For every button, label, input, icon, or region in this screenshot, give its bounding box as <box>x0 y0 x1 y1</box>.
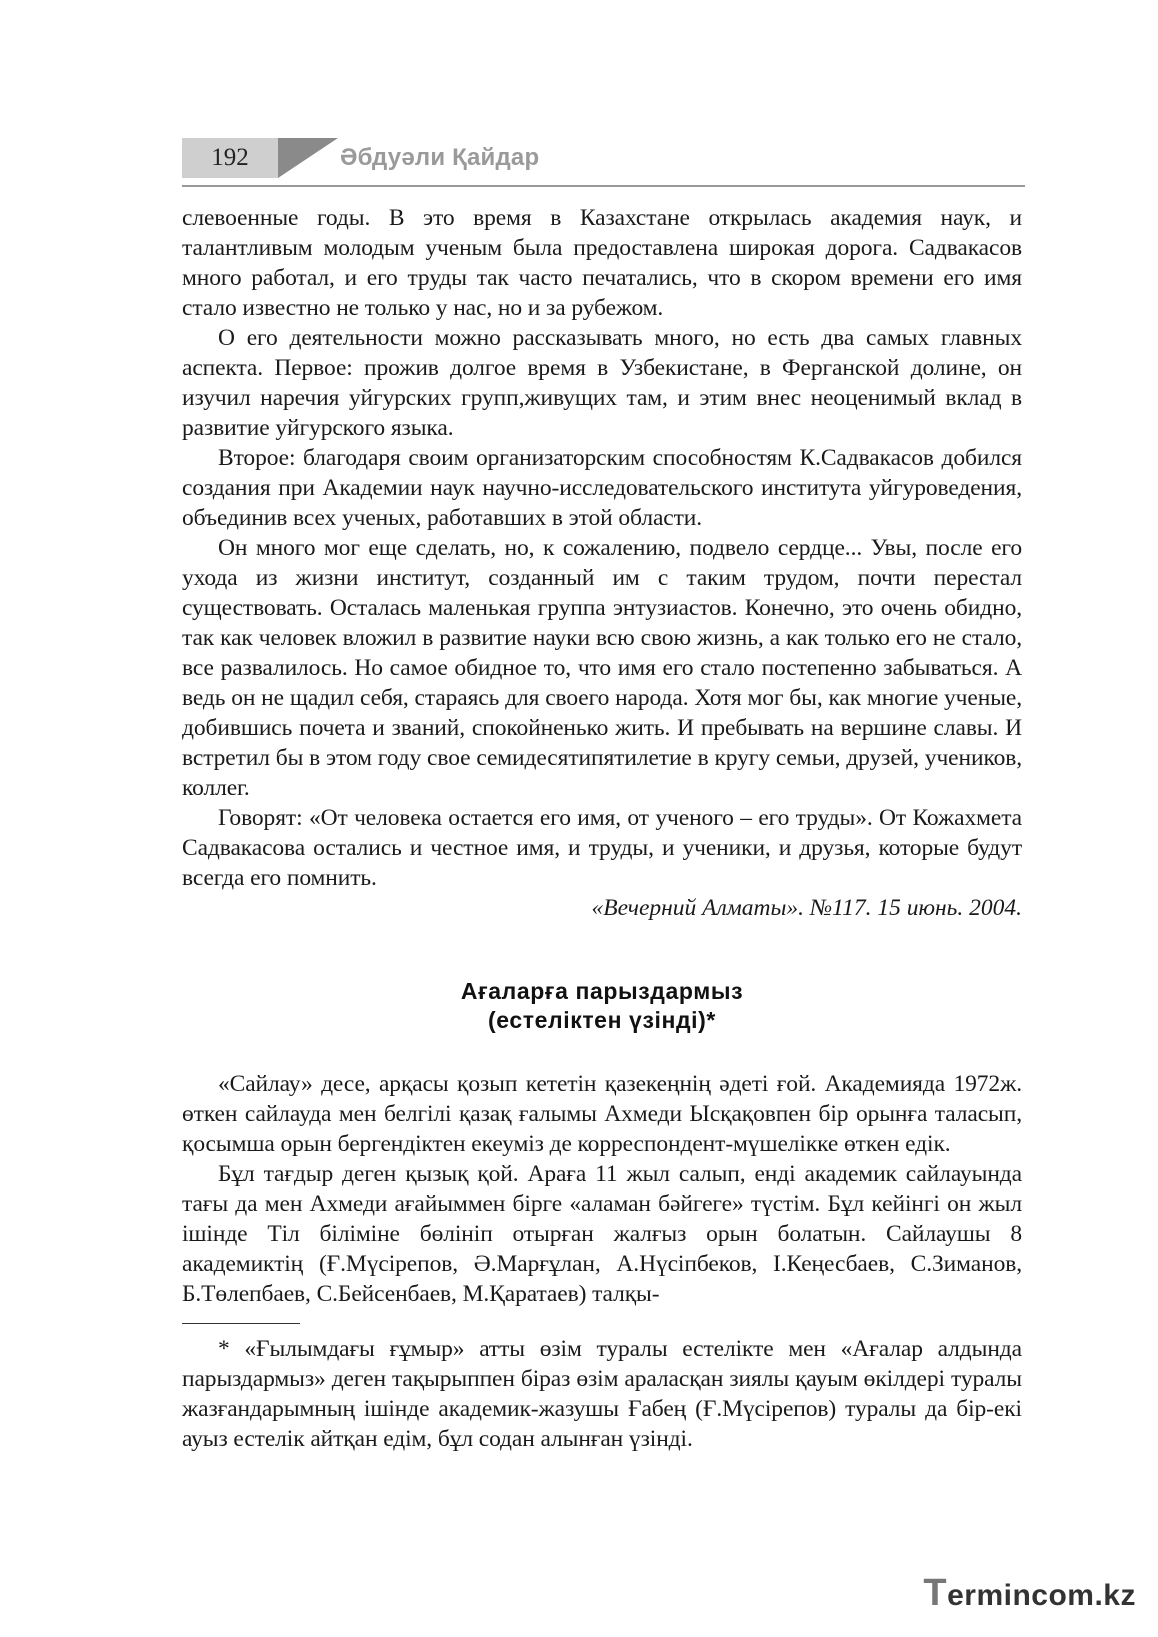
running-header <box>182 138 1025 188</box>
header-author: Әбдуәли Қайдар <box>340 144 540 171</box>
header-rule <box>182 185 1025 187</box>
article1-paragraph-5: Говорят: «От человека остается его имя, от ученого – его труды». От Кожахмета Садвакасова остались и честное имя, и труды, и ученики, и друзья, которые будут всегда его помнить. <box>182 805 1022 891</box>
watermark-o: o <box>1048 1579 1068 1612</box>
article2-paragraph-2: Бұл тағдыр деген қызық қой. Араға 11 жыл салып, енді академик сайлауында тағы да мен Ахмеди ағайыммен бірге «аламан бәйгеге» түстім. Бұл кейінгі он жыл ішінде Тіл біліміне бөлініп отырған жалғыз орын болатын. Сайлаушы 8 академиктің (Ғ.Мүсірепов, Ә.Марғұлан, А.Нүсіпбеков, І.Кеңесбаев, С.Зиманов, Б.Төлепбаев, С.Бейсенбаев, М.Қаратаев) талқы- <box>182 1161 1022 1307</box>
article1-citation: «Вечерний Алматы». №117. 15 июнь. 2004. <box>591 895 1022 921</box>
article2-title-line2: (естеліктен үзінді)* <box>488 1007 716 1033</box>
article1-paragraph-4: Он много мог еще сделать, но, к сожалению, подвело сердце... Увы, после его ухода из жизни институт, созданный им с таким трудом, почти перестал существовать. Осталась маленькая группа энтузиастов. Конечно, это очень обидно, так как человек вложил в развитие науки всю свою жизнь, а как только его не стало, все развалилось. Но самое обидное то, что имя его стало постепенно забываться. А ведь он не щадил себя, стараясь для своего народа. Хотя мог бы, как многие ученые, добившись почета и званий, спокойненько жить. И пребывать на вершине славы. И встретил бы в этом году свое семидесятипятилетие в кругу семьи, друзей, учеников, коллег. <box>182 535 1022 801</box>
footnote: * «Ғылымдағы ғұмыр» атты өзім туралы естелікте мен «Ағалар алдында парыздармыз» деген тақырыппен біраз өзім араласқан зиялы қауым өкілдері туралы жазғандарымның ішінде академик-жазушы Ғабең (Ғ.Мүсірепов) туралы да бір-екі ауыз естелік айтқан едім, бұл содан алынған үзінді. <box>182 1336 1022 1452</box>
watermark-rest: erminc <box>947 1579 1049 1612</box>
watermark-end: m.kz <box>1067 1579 1136 1612</box>
footnote-rule <box>182 1323 300 1324</box>
watermark-logo <box>923 1572 1136 1615</box>
article2-title-line1: Ағаларға парыздармыз <box>460 978 744 1004</box>
page-number: 192 <box>182 138 278 178</box>
article2-title <box>182 977 1022 1035</box>
article2-paragraph-1: «Сайлау» десе, арқасы қозып кететін қазекеңнің әдеті ғой. Академияда 1972ж. өткен сайлауда мен белгілі қазақ ғалымы Ахмеди Ысқақовпен бір орынға таласып, қосымша орын бергендіктен екеуміз де корреспондент-мүшелікке өткен едік. <box>182 1071 1022 1157</box>
header-wedge <box>278 138 338 178</box>
article1-paragraph-3: Второе: благодаря своим организаторским способностям К.Садвакасов добился создания при Академии наук научно-исследовательского института уйгуроведения, объединив всех ученых, работавших в этой области. <box>182 445 1022 531</box>
watermark-first-letter: T <box>923 1572 948 1614</box>
page-content <box>182 203 1022 1454</box>
article1-paragraph-2: О его деятельности можно рассказывать много, но есть два самых главных аспекта. Первое: прожив долгое время в Узбекистане, в Ферганской долине, он изучил наречия уйгурских групп,живущих там, и этим внес неоценимый вклад в развитие уйгурского языка. <box>182 325 1022 441</box>
article1-paragraph-1: слевоенные годы. В это время в Казахстане открылась академия наук, и талантливым молодым ученым была предоставлена широкая дорога. Садвакасов много работал, и его труды так часто печатались, что в скором времени его имя стало известно не только у нас, но и за рубежом. <box>182 205 1022 321</box>
